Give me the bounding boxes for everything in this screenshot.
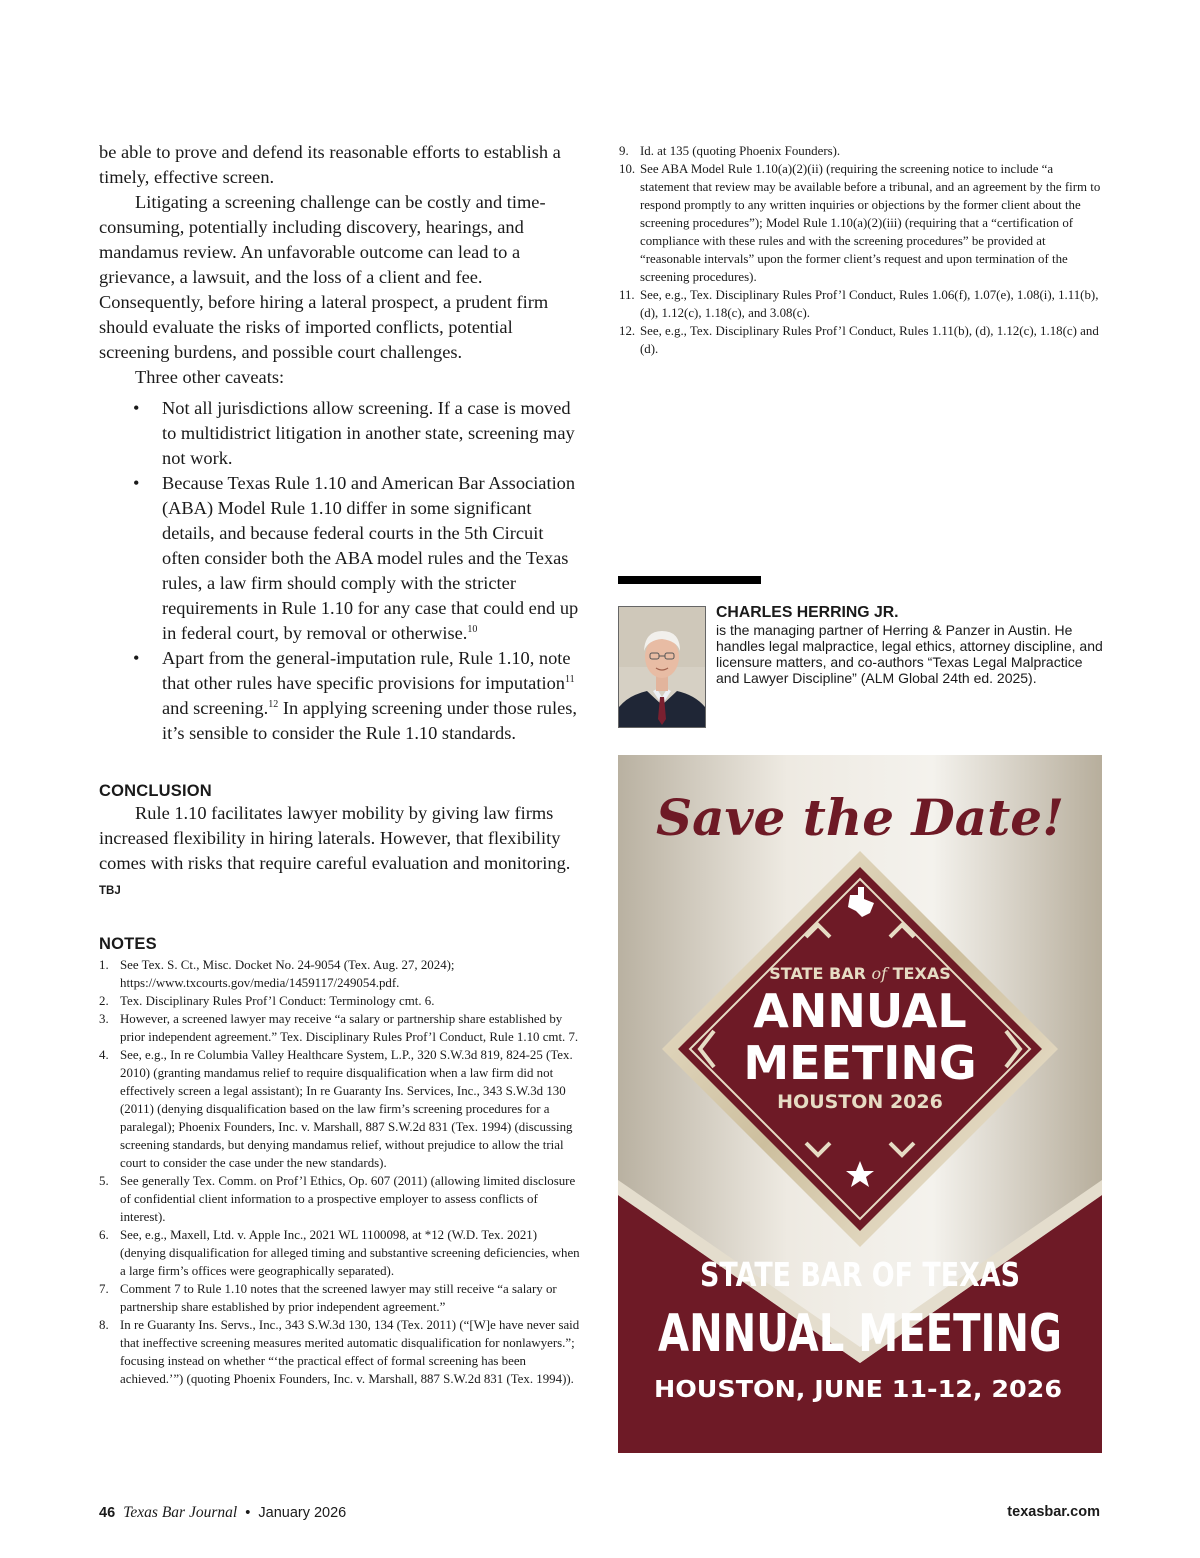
conclusion-paragraph — [99, 801, 584, 904]
ad-badge-org: STATE BAR of TEXAS — [769, 964, 951, 983]
note-number: 3. — [99, 1012, 109, 1026]
note-number: 1. — [99, 958, 109, 972]
note-text: See, e.g., In re Columbia Valley Healthcare System, L.P., 320 S.W.3d 819, 824-25 (Tex. 2010) (granting mandamus relief to require disqualification when a law firm did not effectively screen a legal assistant); In re Guaranty Ins. Services, Inc., 343 S.W.3d 130 (2011) (denying disqualification based on the law firm’s screening procedures for a paralegal); Phoenix Founders, Inc. v. Marshall, 887 S.W.2d 831 (Tex. 1994) (discussing screening standards, but denying mandamus relief, without prejudice to allow the trial court to consider the case under the new standards). — [120, 1048, 573, 1170]
note-number: 10. — [619, 162, 636, 176]
list-item — [99, 396, 584, 471]
author-divider — [618, 576, 761, 584]
ad-headline: Save the Date! — [655, 788, 1065, 847]
note-number: 11. — [619, 288, 635, 302]
note-text: See generally Tex. Comm. on Prof’l Ethics, Op. 607 (2011) (allowing limited disclosure of confidential client information to a prospective employer to assess conflicts of interest). — [120, 1174, 576, 1224]
note-text: Id. at 135 (quoting Phoenix Founders). — [640, 144, 841, 158]
ad-badge-line1: ANNUAL — [753, 984, 967, 1038]
note-number: 5. — [99, 1174, 109, 1188]
note-item — [99, 1316, 584, 1388]
bullet-text-continued: and screening. — [162, 698, 269, 718]
page-footer — [99, 1504, 1100, 1526]
tbj-end-mark: TBJ — [99, 885, 121, 897]
note-item — [99, 1046, 584, 1172]
note-text: Tex. Disciplinary Rules Prof’l Conduct: Terminology cmt. 6. — [120, 994, 435, 1008]
ad-date: HOUSTON, JUNE 11-12, 2026 — [654, 1377, 1062, 1403]
note-number: 6. — [99, 1228, 109, 1242]
note-text: See ABA Model Rule 1.10(a)(2)(ii) (requiring the screening notice to include “a statement that review may be available before a tribunal, and an agreement by the firm to respond promptly to any written inquiries or objections by the former client about the screening procedures”); Model Rule 1.10(a)(2)(iii) (requiring that a “certification of compliance with these rules and with the screening procedures” be provided at “reasonable intervals” upon the former client’s request and upon termination of the screening procedures). — [640, 162, 1101, 284]
bullet-marker: • — [133, 398, 140, 418]
note-number: 12. — [619, 324, 636, 338]
ad-artwork — [618, 755, 1102, 1453]
article-paragraph: Litigating a screening challenge can be costly and time-consuming, potentially including discovery, hearings, and mandamus review. An unfavorable outcome can lead to a grievance, a lawsuit, and the loss of a client and fee. Consequently, before hiring a lateral prospect, a prudent firm should evaluate the risks of imported conflicts, potential screening burdens, and possible court challenges. — [99, 192, 549, 362]
footnote-ref[interactable]: 11 — [564, 673, 575, 685]
notes-heading: NOTES — [99, 935, 157, 953]
note-item — [619, 160, 1105, 286]
note-item — [99, 1010, 584, 1046]
article-column — [99, 140, 584, 1388]
note-item — [619, 322, 1105, 358]
footer-separator: • — [245, 1505, 251, 1521]
website-link[interactable]: texasbar.com — [1007, 1504, 1100, 1520]
conclusion-text: Rule 1.10 facilitates lawyer mobility by giving law firms increased flexibility in hiring laterals. However, that flexibility comes with risks that require careful evaluation and monitoring. — [99, 803, 571, 873]
note-item — [99, 1280, 584, 1316]
annual-meeting-ad[interactable] — [618, 755, 1102, 1453]
note-item — [619, 286, 1105, 322]
issue-date: January 2026 — [258, 1505, 347, 1521]
notes-continued — [619, 140, 1105, 358]
note-number: 8. — [99, 1318, 109, 1332]
note-number: 4. — [99, 1048, 109, 1062]
bullet-marker: • — [133, 648, 140, 668]
note-number: 7. — [99, 1282, 109, 1296]
note-item — [99, 992, 584, 1010]
notes-list-continued — [619, 142, 1105, 358]
bullet-text: Not all jurisdictions allow screening. If a case is moved to multidistrict litigation in another state, screening may not work. — [162, 398, 575, 468]
conclusion-heading: CONCLUSION — [99, 782, 212, 800]
footnote-ref[interactable]: 10 — [467, 623, 478, 635]
ad-badge-city: HOUSTON 2026 — [777, 1091, 943, 1113]
note-item — [99, 1226, 584, 1280]
author-name: CHARLES HERRING JR. — [716, 604, 899, 621]
ad-badge-line2: MEETING — [743, 1036, 977, 1090]
author-photo — [618, 606, 706, 728]
journal-title: Texas Bar Journal — [123, 1504, 238, 1521]
note-text: See, e.g., Maxell, Ltd. v. Apple Inc., 2021 WL 1100098, at *12 (W.D. Tex. 2021) (denying disqualification for alleged timing and substantive screening deficiencies, when a large firm’s offices were geographically separated). — [120, 1228, 580, 1278]
notes-list — [99, 956, 584, 1388]
note-number: 2. — [99, 994, 109, 1008]
list-item — [99, 646, 584, 746]
note-text: However, a screened lawyer may receive “a salary or partnership share established by prior independent agreement.” Tex. Disciplinary Rules Prof’l Conduct, Rule 1.10 cmt. 7. — [120, 1012, 579, 1044]
article-paragraph: Three other caveats: — [135, 367, 285, 387]
ad-event: ANNUAL MEETING — [658, 1304, 1062, 1364]
note-item — [99, 1172, 584, 1226]
note-item — [99, 956, 584, 992]
bullet-text: Because Texas Rule 1.10 and American Bar Association (ABA) Model Rule 1.10 differ in some significant details, and because federal courts in the 5th Circuit often consider both the ABA model rules and the Texas rules, a law firm should comply with the stricter requirements in Rule 1.10 for any case that could end up in federal court, by removal or otherwise. — [162, 473, 579, 643]
bullet-text: Apart from the general-imputation rule, Rule 1.10, note that other rules have specific provisions for imputation — [162, 648, 571, 693]
author-bio: is the managing partner of Herring & Panzer in Austin. He handles legal malpractice, legal ethics, attorney discipline, and licensure matters, and co-authors “Texas Legal Malpractice and Lawyer Discipline” (ALM Global 24th ed. 2025). — [716, 622, 1103, 686]
footnote-ref[interactable]: 12 — [268, 698, 279, 710]
author-portrait-icon — [619, 607, 705, 727]
note-text: In re Guaranty Ins. Servs., Inc., 343 S.W.3d 130, 134 (Tex. 2011) (“[W]e have never said that ineffective screening measures merited automatic disqualification for nonlawyers.”; focusing instead on whether “‘the practical effect of formal screening has been achieved.’”) (quoting Phoenix Founders, Inc. v. Marshall, 887 S.W.2d 831 (Tex. 1994)). — [120, 1318, 580, 1386]
bullet-text-continued: In applying screening under those rules, it’s sensible to consider the Rule 1.10 standards. — [162, 698, 577, 743]
bullet-marker: • — [133, 473, 140, 493]
note-item — [619, 142, 1105, 160]
page-number: 46 — [99, 1505, 116, 1521]
note-text: See Tex. S. Ct., Misc. Docket No. 24-9054 (Tex. Aug. 27, 2024); https://www.txcourts.gov/media/1459117/249054.pdf. — [120, 958, 455, 990]
note-text: See, e.g., Tex. Disciplinary Rules Prof’l Conduct, Rules 1.06(f), 1.07(e), 1.08(i), 1.11(b), (d), 1.12(c), 1.18(c), and 3.08(c). — [640, 288, 1099, 320]
author-bio-block — [716, 604, 1104, 686]
note-text: See, e.g., Tex. Disciplinary Rules Prof’l Conduct, Rules 1.11(b), (d), 1.12(c), 1.18(c) and (d). — [640, 324, 1099, 356]
note-text: Comment 7 to Rule 1.10 notes that the screened lawyer may still receive “a salary or partnership share established by prior independent agreement.” — [120, 1282, 557, 1314]
list-item — [99, 471, 584, 646]
footer-folio — [99, 1504, 346, 1522]
article-paragraph: be able to prove and defend its reasonable efforts to establish a timely, effective screen. — [99, 142, 561, 187]
ad-org: STATE BAR OF TEXAS — [700, 1255, 1020, 1294]
note-number: 9. — [619, 144, 629, 158]
caveats-list — [99, 396, 584, 746]
